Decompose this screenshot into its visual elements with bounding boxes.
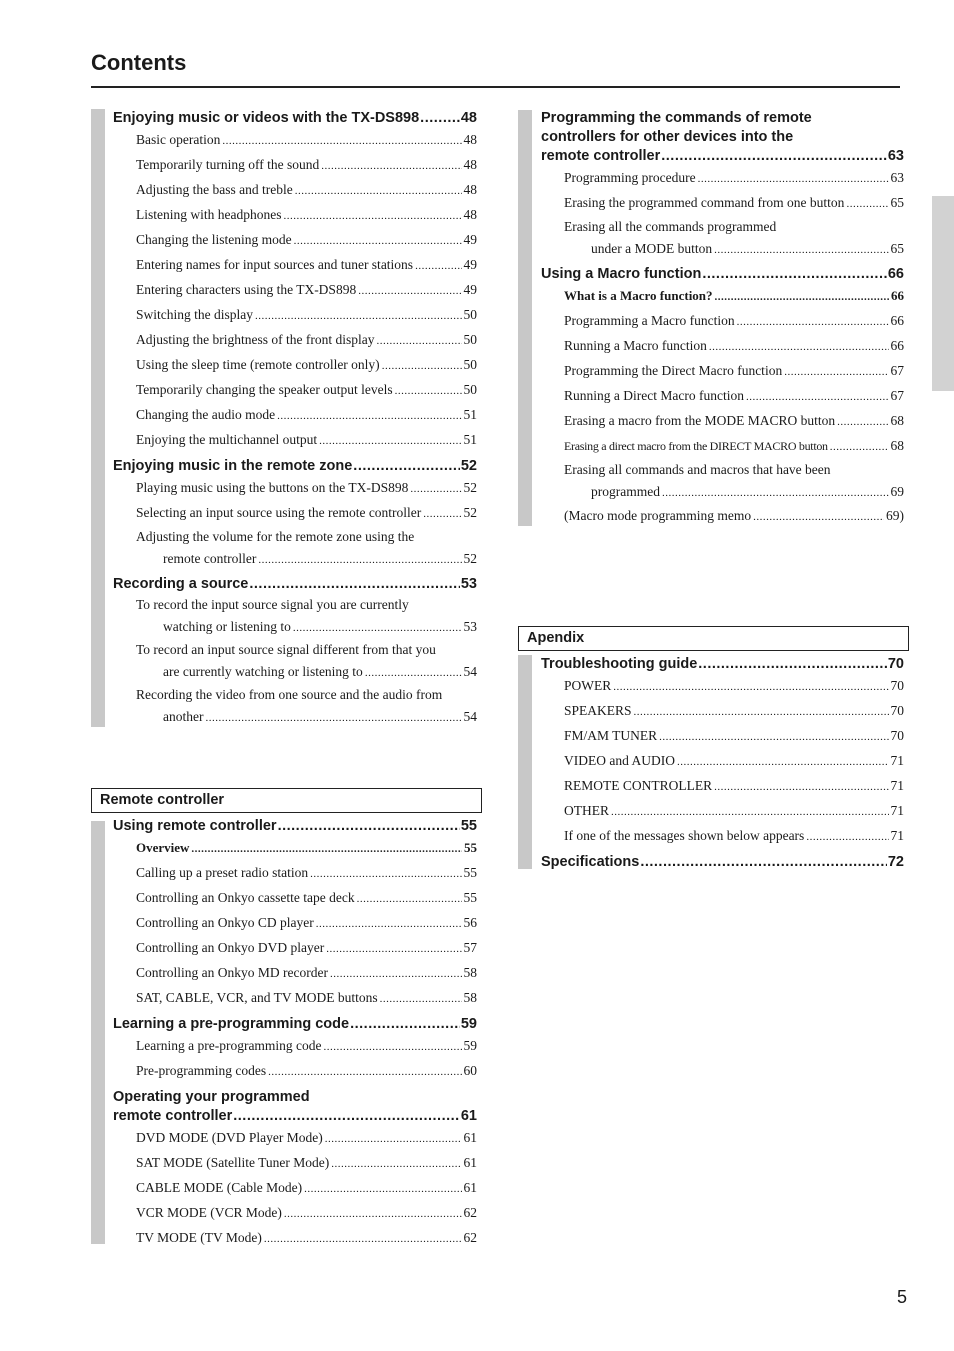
toc-entry (113, 526, 477, 571)
dot-leader (714, 774, 888, 799)
toc-entry (113, 128, 477, 153)
dot-leader (324, 1034, 462, 1059)
toc-entry-title: Switching the display (136, 307, 253, 322)
dot-leader (715, 284, 889, 309)
toc-entry-page: 53 (463, 619, 477, 634)
toc-entry (113, 1059, 477, 1084)
dot-leader (746, 384, 889, 409)
toc-entry (113, 1151, 477, 1176)
dot-leader (249, 575, 459, 594)
toc-heading-page: 61 (460, 1108, 477, 1124)
toc-entry-page: 55 (463, 865, 477, 880)
toc-entry-title: CABLE MODE (Cable Mode) (136, 1180, 303, 1195)
toc-entry-title: If one of the messages shown below appears (564, 828, 805, 843)
toc-entry-title: FM/AM TUNER (564, 728, 658, 743)
dot-leader (310, 861, 461, 886)
dot-leader (380, 986, 462, 1011)
toc-entry (113, 328, 477, 353)
title-rule (91, 86, 900, 88)
toc-right-top (541, 109, 904, 529)
dot-leader (319, 428, 461, 453)
toc-entry-title: Controlling an Onkyo CD player (136, 915, 314, 930)
toc-entry-title: watching or listening to (163, 619, 291, 634)
toc-entry (113, 428, 477, 453)
toc-entry-title: Enjoying the multichannel output (136, 432, 318, 447)
toc-entry-page: 67 (890, 388, 904, 403)
toc-entry-page: 62 (463, 1230, 477, 1245)
toc-entry-page: 58 (463, 990, 477, 1005)
dot-leader (350, 1015, 460, 1034)
toc-heading (113, 575, 477, 594)
toc-entry (113, 501, 477, 526)
toc-entry (541, 774, 904, 799)
toc-heading-title: Using a Macro function (541, 266, 702, 282)
side-tab (932, 196, 954, 391)
toc-entry-title: Adjusting the bass and treble (136, 182, 293, 197)
toc-heading-title: Specifications (541, 854, 640, 870)
toc-entry-line1: Erasing all commands and macros that have been (564, 462, 831, 477)
toc-entry (541, 724, 904, 749)
toc-heading-line: controllers for other devices into the (541, 129, 794, 145)
toc-entry-page: 52 (463, 551, 477, 566)
toc-entry-line1: To record the input source signal you are currently (136, 597, 409, 612)
toc-entry (113, 986, 477, 1011)
toc-entry-title: Controlling an Onkyo MD recorder (136, 965, 328, 980)
dot-leader (661, 147, 887, 166)
toc-entry-title: under a MODE button (591, 241, 713, 256)
toc-entry (113, 1201, 477, 1226)
gray-bar-left-bottom (91, 821, 105, 1244)
dot-leader (294, 228, 462, 253)
gray-bar-left-top (91, 109, 105, 727)
dot-leader (326, 936, 461, 961)
toc-entry-title: Erasing a macro from the MODE MACRO button (564, 413, 836, 428)
gray-bar-right-bottom (518, 655, 532, 869)
toc-entry (113, 961, 477, 986)
toc-entry-page: 70 (890, 703, 904, 718)
toc-entry-page: 54 (463, 709, 477, 724)
toc-heading (113, 1015, 477, 1034)
toc-entry (113, 228, 477, 253)
dot-leader (278, 817, 460, 836)
dot-leader (325, 1126, 462, 1151)
toc-entry-page: 51 (463, 432, 477, 447)
toc-entry-title: Temporarily changing the speaker output levels (136, 382, 393, 397)
toc-entry-page: 56 (463, 915, 477, 930)
toc-entry (541, 216, 904, 261)
toc-entry (113, 278, 477, 303)
dot-leader (353, 457, 460, 476)
toc-entry-title: SAT, CABLE, VCR, and TV MODE buttons (136, 990, 378, 1005)
toc-heading-title: remote controller (113, 1108, 233, 1124)
toc-entry-title: Pre-programming codes (136, 1063, 267, 1078)
toc-apendix (541, 655, 904, 872)
toc-entry-page: 50 (463, 332, 477, 347)
toc-entry-page: 71 (890, 753, 904, 768)
toc-entry (541, 504, 904, 529)
toc-heading (541, 853, 904, 872)
toc-entry-title: (Macro mode programming memo (564, 508, 752, 523)
dot-leader (284, 1201, 462, 1226)
toc-entry (541, 459, 904, 504)
toc-entry-title: Basic operation (136, 132, 221, 147)
toc-entry-title: Learning a pre-programming code (136, 1038, 322, 1053)
toc-entry-title: DVD MODE (DVD Player Mode) (136, 1130, 323, 1145)
toc-entry-page: 57 (463, 940, 477, 955)
dot-leader (613, 674, 888, 699)
dot-leader (634, 699, 889, 724)
toc-entry (113, 303, 477, 328)
toc-entry-page: 68 (890, 413, 904, 428)
dot-leader (255, 303, 462, 328)
toc-entry (541, 674, 904, 699)
toc-entry (541, 359, 904, 384)
toc-entry-title: are currently watching or listening to (163, 664, 363, 679)
toc-entry-line2 (136, 706, 477, 729)
toc-entry-page: 50 (463, 357, 477, 372)
dot-leader (295, 178, 462, 203)
dot-leader (415, 253, 461, 278)
dot-leader (611, 799, 889, 824)
dot-leader (191, 836, 462, 861)
toc-remote-controller (113, 817, 477, 1251)
toc-entry-title: SAT MODE (Satellite Tuner Mode) (136, 1155, 330, 1170)
page-title: Contents (91, 50, 187, 75)
toc-entry-title: Playing music using the buttons on the TX-DS898 (136, 480, 409, 495)
toc-entry-page: 50 (463, 307, 477, 322)
toc-entry (541, 699, 904, 724)
toc-entry (113, 1226, 477, 1251)
toc-entry-title: Programming the Direct Macro function (564, 363, 783, 378)
toc-heading (113, 457, 477, 476)
toc-entry (113, 911, 477, 936)
toc-entry-page: 62 (463, 1205, 477, 1220)
toc-entry (113, 936, 477, 961)
toc-entry (113, 476, 477, 501)
toc-entry-line2 (136, 616, 477, 639)
toc-heading-page: 59 (460, 1016, 477, 1032)
toc-entry (113, 178, 477, 203)
toc-entry-title: Running a Macro function (564, 338, 707, 353)
toc-entry-page: 58 (463, 965, 477, 980)
dot-leader (258, 548, 461, 571)
toc-entry-title: REMOTE CONTROLLER (564, 778, 713, 793)
toc-entry-title: Adjusting the brightness of the front display (136, 332, 375, 347)
dot-leader (205, 706, 461, 729)
dot-leader (662, 481, 889, 504)
toc-entry-line2 (136, 661, 477, 684)
toc-entry-title: SPEAKERS (564, 703, 632, 718)
toc-entry (541, 799, 904, 824)
toc-entry-title: Erasing the programmed command from one button (564, 195, 845, 210)
dot-leader (304, 1176, 461, 1201)
toc-entry-page: 70 (890, 678, 904, 693)
toc-entry-title: Controlling an Onkyo DVD player (136, 940, 325, 955)
gray-bar-right-top (518, 110, 532, 526)
toc-heading-title: Learning a pre-programming code (113, 1016, 350, 1032)
toc-heading-page: 55 (460, 818, 477, 834)
toc-entry-page: 49 (463, 282, 477, 297)
toc-entry-title: Running a Direct Macro function (564, 388, 744, 403)
dot-leader (395, 378, 462, 403)
toc-entry (113, 1126, 477, 1151)
toc-entry (541, 409, 904, 434)
toc-entry-title: Calling up a preset radio station (136, 865, 309, 880)
dot-leader (837, 409, 888, 434)
toc-entry-line1: Recording the video from one source and the audio from (136, 687, 443, 702)
toc-entry (541, 384, 904, 409)
dot-leader (233, 1107, 460, 1126)
toc-entry-page: 60 (463, 1063, 477, 1078)
toc-entry-page: 51 (463, 407, 477, 422)
toc-heading-title: Enjoying music or videos with the TX-DS898 (113, 110, 420, 126)
toc-entry-title: Temporarily turning off the sound (136, 157, 320, 172)
dot-leader (714, 238, 888, 261)
toc-heading (113, 1107, 477, 1126)
dot-leader (830, 434, 889, 459)
section-header-apendix: Apendix (518, 626, 909, 651)
toc-entry-title: TV MODE (TV Mode) (136, 1230, 262, 1245)
toc-entry-page: 55 (463, 890, 477, 905)
dot-leader (382, 353, 462, 378)
toc-entry (541, 309, 904, 334)
toc-heading-page: 63 (887, 148, 904, 164)
toc-entry-title: Selecting an input source using the remote controller (136, 505, 422, 520)
dot-leader (330, 961, 462, 986)
dot-leader (277, 403, 461, 428)
toc-entry (113, 684, 477, 729)
toc-heading-title: Enjoying music in the remote zone (113, 458, 353, 474)
toc-entry-page: 52 (463, 480, 477, 495)
toc-entry (541, 434, 904, 459)
toc-heading-title: Using remote controller (113, 818, 277, 834)
toc-entry-title: OTHER (564, 803, 609, 818)
dot-leader (321, 153, 461, 178)
dot-leader (331, 1151, 461, 1176)
toc-entry-page: 63 (890, 170, 904, 185)
toc-entry-page: 69) (886, 508, 904, 523)
toc-entry (113, 594, 477, 639)
toc-entry-page: 48 (463, 207, 477, 222)
toc-entry (113, 1034, 477, 1059)
toc-entry-title: Entering names for input sources and tuner stations (136, 257, 414, 272)
toc-entry (113, 203, 477, 228)
toc-entry-line2 (136, 548, 477, 571)
toc-entry (113, 836, 477, 861)
dot-leader (376, 328, 461, 353)
toc-entry-title: VCR MODE (VCR Mode) (136, 1205, 282, 1220)
toc-entry (113, 886, 477, 911)
toc-entry-line1: Adjusting the volume for the remote zone using the (136, 529, 415, 544)
dot-leader (283, 203, 461, 228)
toc-entry-page: 61 (463, 1155, 477, 1170)
toc-entry-title: Changing the listening mode (136, 232, 292, 247)
dot-leader (753, 504, 884, 529)
toc-entry-title: Overview (136, 840, 190, 855)
toc-entry-page: 70 (890, 728, 904, 743)
toc-heading-page: 48 (460, 110, 477, 126)
toc-entry-page: 61 (463, 1130, 477, 1145)
toc-heading (113, 817, 477, 836)
toc-entry-title: Listening with headphones (136, 207, 282, 222)
toc-entry-title: Controlling an Onkyo cassette tape deck (136, 890, 355, 905)
toc-entry-page: 50 (463, 382, 477, 397)
dot-leader (222, 128, 461, 153)
toc-heading-page: 72 (887, 854, 904, 870)
toc-entry-line2 (564, 238, 904, 261)
dot-leader (268, 1059, 461, 1084)
toc-entry (113, 403, 477, 428)
toc-left-top (113, 109, 477, 729)
toc-entry (541, 749, 904, 774)
dot-leader (358, 278, 461, 303)
section-header-remote: Remote controller (91, 788, 482, 813)
dot-leader (698, 166, 889, 191)
toc-entry-page: 48 (463, 132, 477, 147)
dot-leader (677, 749, 889, 774)
toc-entry (113, 253, 477, 278)
toc-entry-page: 52 (463, 505, 477, 520)
toc-heading (541, 265, 904, 284)
toc-entry-page: 65 (890, 241, 904, 256)
toc-entry-page: 67 (890, 363, 904, 378)
toc-entry-title: another (163, 709, 204, 724)
toc-heading-line: Operating your programmed (113, 1089, 310, 1105)
page-number: 5 (897, 1287, 908, 1307)
toc-entry-page: 71 (890, 803, 904, 818)
dot-leader (698, 655, 887, 674)
dot-leader (293, 616, 462, 639)
toc-heading-page: 70 (887, 656, 904, 672)
toc-heading-line: Programming the commands of remote (541, 110, 812, 126)
toc-entry-line1: Erasing all the commands programmed (564, 219, 777, 234)
dot-leader (806, 824, 888, 849)
toc-heading (113, 109, 477, 128)
toc-entry-title: What is a Macro function? (564, 288, 713, 303)
toc-entry-page: 49 (463, 232, 477, 247)
toc-entry-page: 54 (463, 664, 477, 679)
toc-entry-page: 48 (463, 157, 477, 172)
dot-leader (357, 886, 462, 911)
toc-entry-title: Programming procedure (564, 170, 696, 185)
toc-entry-page: 66 (891, 288, 904, 303)
toc-entry (113, 861, 477, 886)
dot-leader (316, 911, 462, 936)
toc-entry (541, 191, 904, 216)
dot-leader (420, 109, 460, 128)
toc-entry-page: 66 (890, 313, 904, 328)
toc-entry-page: 49 (463, 257, 477, 272)
dot-leader (640, 853, 887, 872)
toc-entry (541, 334, 904, 359)
toc-entry-page: 66 (890, 338, 904, 353)
toc-heading-title: remote controller (541, 148, 661, 164)
dot-leader (709, 334, 889, 359)
toc-entry-page: 68 (890, 438, 904, 453)
toc-entry (113, 353, 477, 378)
toc-entry (541, 824, 904, 849)
dot-leader (410, 476, 461, 501)
dot-leader (784, 359, 888, 384)
dot-leader (264, 1226, 462, 1251)
toc-entry (113, 639, 477, 684)
dot-leader (365, 661, 462, 684)
toc-entry-title: Entering characters using the TX-DS898 (136, 282, 357, 297)
dot-leader (737, 309, 889, 334)
toc-entry (113, 153, 477, 178)
toc-entry-title: POWER (564, 678, 612, 693)
toc-heading-page: 52 (460, 458, 477, 474)
toc-heading-page: 66 (887, 266, 904, 282)
toc-entry (113, 378, 477, 403)
toc-entry-line1: To record an input source signal different from that you (136, 642, 436, 657)
toc-entry-page: 55 (464, 840, 477, 855)
toc-entry-page: 61 (463, 1180, 477, 1195)
toc-entry-page: 48 (463, 182, 477, 197)
toc-entry-title: Changing the audio mode (136, 407, 276, 422)
toc-entry (541, 166, 904, 191)
toc-heading (541, 147, 904, 166)
toc-entry-line2 (564, 481, 904, 504)
toc-heading-page: 53 (460, 576, 477, 592)
toc-entry-title: remote controller (163, 551, 257, 566)
dot-leader (702, 265, 887, 284)
toc-entry-page: 71 (890, 828, 904, 843)
toc-heading (541, 655, 904, 674)
toc-entry-title: VIDEO and AUDIO (564, 753, 675, 768)
toc-entry-title: Programming a Macro function (564, 313, 735, 328)
dot-leader (423, 501, 461, 526)
toc-entry-title: programmed (591, 484, 660, 499)
toc-entry (113, 1176, 477, 1201)
toc-entry-page: 65 (890, 195, 904, 210)
toc-heading-title: Recording a source (113, 576, 249, 592)
toc-entry (541, 284, 904, 309)
toc-heading-title: Troubleshooting guide (541, 656, 698, 672)
dot-leader (846, 191, 888, 216)
toc-entry-title: Erasing a direct macro from the DIRECT MACRO button (564, 439, 828, 453)
toc-entry-page: 69 (890, 484, 904, 499)
toc-entry-page: 71 (890, 778, 904, 793)
toc-entry-title: Using the sleep time (remote controller only) (136, 357, 380, 372)
dot-leader (659, 724, 888, 749)
toc-entry-page: 59 (463, 1038, 477, 1053)
